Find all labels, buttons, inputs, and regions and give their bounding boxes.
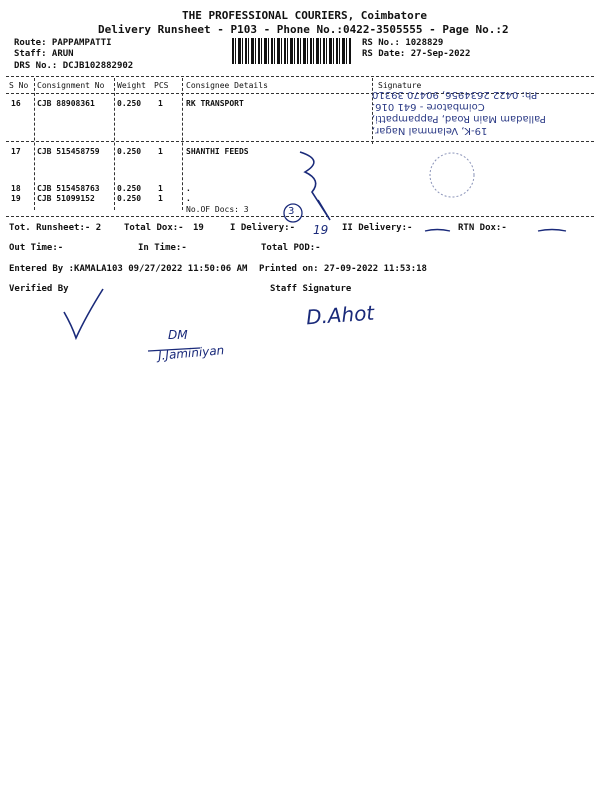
- circled-number: 3: [288, 206, 295, 217]
- stamp-line: Coimbatore - 641 016.: [372, 101, 485, 112]
- row-pcs: 1: [158, 147, 163, 156]
- route-label: Route: PAPPAMPATTI: [14, 38, 112, 48]
- ii-delivery-label: II Delivery:-: [342, 223, 413, 233]
- staff-signature: D.Ahot: [305, 300, 375, 330]
- row-consignee: .: [186, 194, 191, 203]
- row-sno: 16: [11, 99, 21, 108]
- row-consignment: CJB 51099152: [37, 194, 95, 203]
- company-title: THE PROFESSIONAL COURIERS, Coimbatore: [182, 9, 428, 22]
- delivery-tick-mark: [300, 152, 330, 220]
- row-weight: 0.250: [117, 194, 142, 203]
- row-sno: 18: [11, 184, 21, 193]
- rs-date: RS Date: 27-Sep-2022: [362, 49, 471, 59]
- printed-on: Printed on: 27-09-2022 11:53:18: [259, 264, 427, 274]
- rtn-dox-label: RTN Dox:-: [458, 223, 507, 233]
- total-dox-value: 19: [193, 223, 204, 233]
- row-weight: 0.250: [117, 99, 142, 108]
- row-weight: 0.250: [117, 184, 142, 193]
- ii-delivery-dash: [425, 230, 450, 232]
- col-header-consignee: Consignee Details: [186, 81, 268, 90]
- verified-tick-mark: [64, 289, 103, 338]
- col-header-signature: Signature: [378, 81, 422, 90]
- row-pcs: 1: [158, 184, 163, 193]
- total-runsheet: Tot. Runsheet:- 2: [9, 223, 102, 233]
- row-consignment: CJB 515458763: [37, 184, 100, 193]
- col-header-sno: S No: [9, 81, 29, 90]
- rtn-dox-dash: [538, 230, 566, 232]
- col-header-weight: Weight: [117, 81, 146, 90]
- row-consignment: CJB 88908361: [37, 99, 95, 108]
- row-sno: 19: [11, 194, 21, 203]
- faint-seal-ring: [430, 153, 474, 197]
- i-delivery-label: I Delivery:-: [230, 223, 296, 233]
- staff-signature-label: Staff Signature: [270, 284, 352, 294]
- in-time-label: In Time:-: [138, 243, 187, 253]
- rs-number: RS No.: 1028829: [362, 38, 444, 48]
- verifier-name: J.Jaminiyan: [157, 343, 225, 363]
- row-pcs: 1: [158, 194, 163, 203]
- row-consignee: SHANTHI FEEDS: [186, 147, 249, 156]
- row-consignment: CJB 515458759: [37, 147, 100, 156]
- out-time-label: Out Time:-: [9, 243, 64, 253]
- drs-label: DRS No.: DCJB102882902: [14, 61, 134, 71]
- col-header-consignment: Consignment No: [37, 81, 105, 90]
- runsheet-title: Delivery Runsheet - P103 - Phone No.:0422-3505555 - Page No.:2: [98, 23, 509, 36]
- stamp-line: Palladam Main Road, Pappampatti,: [372, 113, 546, 124]
- no-of-docs: No.OF Docs: 3: [186, 205, 249, 214]
- total-dox-label: Total Dox:-: [124, 223, 184, 233]
- row-weight: 0.250: [117, 147, 142, 156]
- row-consignee: RK TRANSPORT: [186, 99, 244, 108]
- delivery-count-handwritten: 19: [313, 223, 329, 237]
- row-pcs: 1: [158, 99, 163, 108]
- stamp-line: 19-K, Velammal Nagar,: [372, 125, 488, 136]
- stamp-line: Ph: 0422 2634956, 90470 39310: [372, 89, 538, 100]
- staff-label: Staff: ARUN: [14, 49, 74, 59]
- verifier-initials: DM: [168, 328, 188, 342]
- row-consignee: .: [186, 184, 191, 193]
- total-pod-label: Total POD:-: [261, 243, 321, 253]
- col-header-pcs: PCS: [154, 81, 169, 90]
- verified-by-label: Verified By: [9, 284, 69, 294]
- entered-by: Entered By :KAMALA103 09/27/2022 11:50:06 AM: [9, 264, 248, 274]
- row-sno: 17: [11, 147, 21, 156]
